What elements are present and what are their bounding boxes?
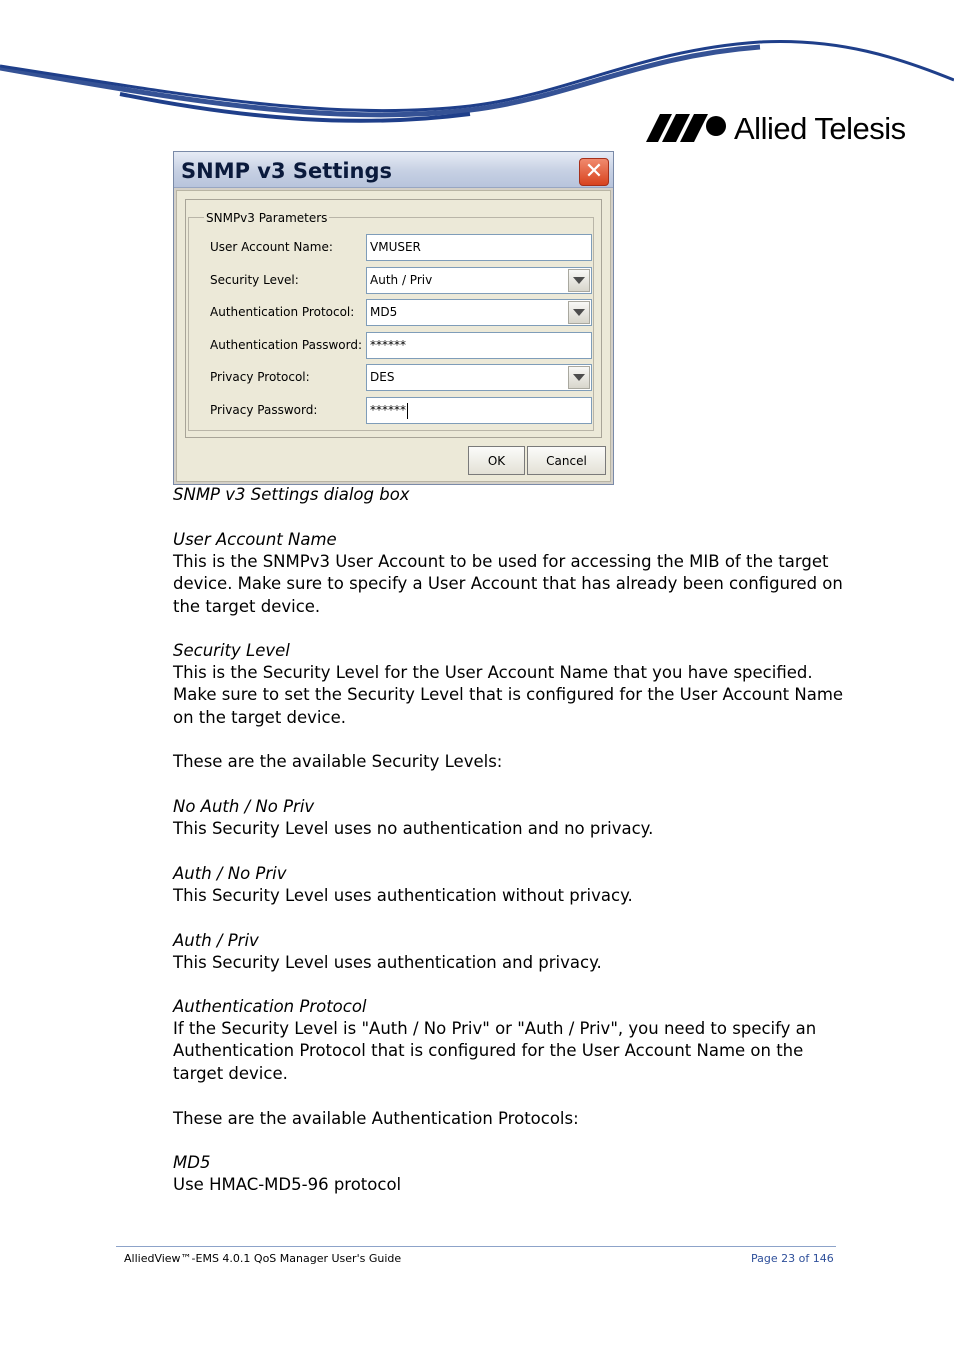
privacy-protocol-select[interactable] [366, 364, 592, 391]
section-body: These are the available Security Levels: [173, 752, 503, 771]
authentication-password-input[interactable] [366, 332, 592, 359]
chevron-down-icon[interactable] [568, 269, 590, 292]
group-label: SNMPv3 Parameters [206, 211, 328, 225]
cancel-button[interactable]: Cancel [527, 446, 606, 475]
section-heading: Authentication Protocol [173, 997, 367, 1016]
user-account-name-value: VMUSER [370, 240, 421, 254]
privacy-password-label: Privacy Password: [210, 403, 318, 417]
section-body: If the Security Level is "Auth / No Priv" or "Auth / Priv", you need to specify an Authentication Protocol that is configured for the User Account Name on the target device. [173, 1019, 817, 1083]
allied-telesis-logo-mark-icon [646, 114, 728, 142]
footer-guide-title: AlliedView™-EMS 4.0.1 QoS Manager User's Guide [124, 1252, 402, 1265]
close-x-icon: ✕ [584, 159, 604, 184]
privacy-password-value: ****** [370, 403, 406, 417]
authentication-protocol-label: Authentication Protocol: [210, 305, 355, 319]
security-level-select[interactable] [366, 267, 592, 294]
security-level-value: Auth / Priv [370, 273, 433, 287]
user-account-name-label: User Account Name: [210, 240, 333, 254]
section-body: This Security Level uses authentication without privacy. [173, 886, 633, 905]
section-body: This Security Level uses authentication and privacy. [173, 953, 602, 972]
figure-caption: SNMP v3 Settings dialog box [173, 485, 410, 504]
footer-divider [116, 1246, 836, 1247]
privacy-protocol-label: Privacy Protocol: [210, 370, 310, 384]
authentication-password-label: Authentication Password: [210, 338, 362, 352]
authentication-protocol-value: MD5 [370, 305, 398, 319]
chevron-down-icon[interactable] [568, 301, 590, 324]
chevron-down-icon[interactable] [568, 366, 590, 389]
section-body: This is the SNMPv3 User Account to be used for accessing the MIB of the target device. Make sure to specify a User Account that has already been configured on the target device. [173, 552, 843, 616]
ok-button[interactable]: OK [468, 446, 525, 475]
section-body: Use HMAC-MD5-96 protocol [173, 1175, 402, 1194]
section-heading: No Auth / No Priv [173, 797, 315, 816]
dialog-title: SNMP v3 Settings [181, 159, 393, 183]
section-body: This is the Security Level for the User Account Name that you have specified. Make sure to set the Security Level that is configured for the User Account Name on the target device. [173, 663, 844, 727]
privacy-password-input[interactable] [366, 397, 592, 424]
section-heading: Auth / No Priv [173, 864, 287, 883]
dialog-body [176, 190, 611, 482]
security-level-label: Security Level: [210, 273, 299, 287]
allied-telesis-logo [646, 108, 906, 148]
section-heading: MD5 [173, 1153, 211, 1172]
privacy-protocol-value: DES [370, 370, 395, 384]
section-body: This Security Level uses no authentication and no privacy. [173, 819, 654, 838]
section-body: These are the available Authentication Protocols: [173, 1109, 579, 1128]
authentication-protocol-select[interactable] [366, 299, 592, 326]
logo-wordmark: Allied Telesis [734, 110, 906, 146]
authentication-password-value: ****** [370, 338, 406, 352]
footer-page-number: Page 23 of 146 [751, 1252, 834, 1265]
text-cursor [407, 403, 408, 419]
close-button[interactable] [579, 158, 609, 186]
section-heading: Security Level [173, 641, 290, 660]
dialog-titlebar [174, 152, 613, 188]
user-account-name-input[interactable] [366, 234, 592, 261]
snmp-v3-settings-dialog [173, 151, 614, 485]
section-heading: Auth / Priv [173, 931, 259, 950]
section-heading: User Account Name [173, 530, 337, 549]
